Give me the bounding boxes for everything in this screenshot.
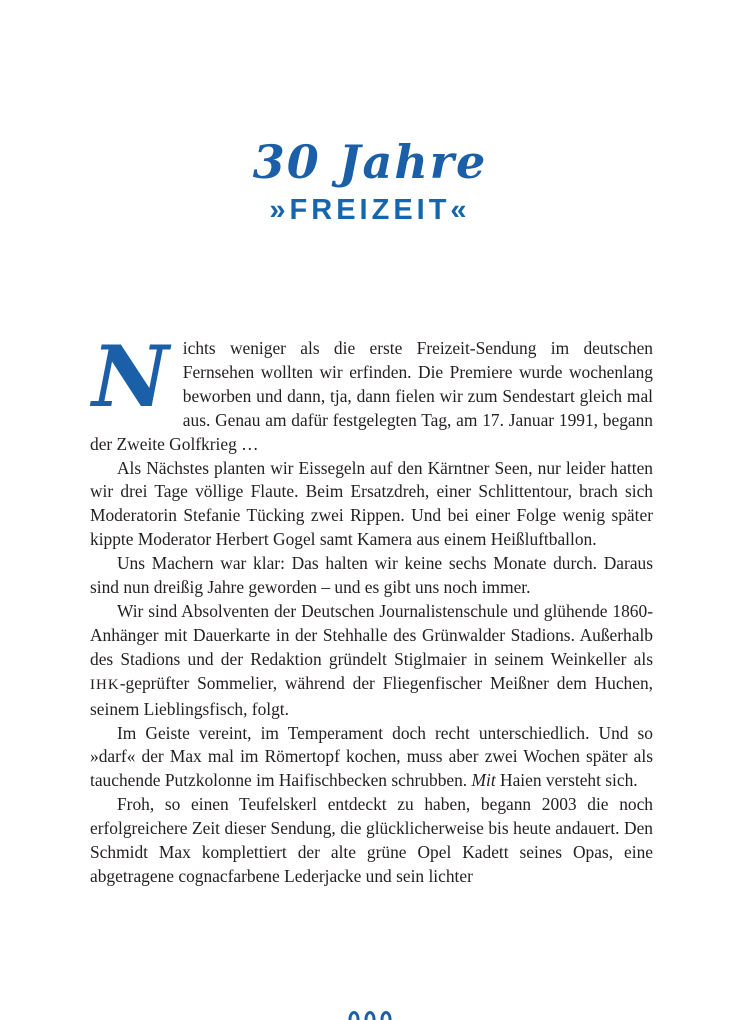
- text-segment: Wir sind Absolventen der Deutschen Journalistenschule und glühende 1860-Anhänger mit Dauerkarte in der Stehhalle des Grünwalder Stadions. Außerhalb des Stadions und der Redaktion gründelt Stiglmaier in seinem Weinkeller als: [90, 600, 653, 669]
- paragraph: [90, 457, 653, 553]
- cut-off-blue-mark: [349, 1011, 392, 1020]
- cut-off-glyph: [381, 1011, 392, 1020]
- text-segment: Im Geiste vereint, im Temperament doch recht unterschiedlich. Und so »darf« der Max mal im Römertopf kochen, muss aber zwei Wochen später als tauchende Putzkolonne im Haifischbecken schrubben.: [90, 722, 653, 791]
- body-text: [90, 327, 653, 889]
- text-segment: ichts weniger als die erste Freizeit-Sendung im deutschen Fernsehen wollten wir erfinden. Die Premiere wurde wochenlang beworben und dann, tja, dann fielen wir zum Sendestart gleich mal aus. Genau am dafür festgelegten Tag, am 17. Januar 1991, begann der Zweite Golfkrieg …: [90, 338, 653, 454]
- text-segment: Haien versteht sich.: [495, 770, 638, 791]
- paragraph: [90, 327, 653, 457]
- paragraph: [90, 552, 653, 600]
- text-segment: -geprüfter Sommelier, während der Fliegenfischer Meißner dem Huchen, seinem Lieblingsfisch, folgt.: [90, 672, 653, 719]
- text-segment: Froh, so einen Teufelskerl entdeckt zu haben, begann 2003 die noch erfolgreichere Zeit dieser Sendung, die glücklicherweise bis heute andauert. Den Schmidt Max komplettiert der alte grüne Opel Kadett seines Opas, eine abgetragene cognacfarbene Lederjacke und sein lichter: [90, 794, 653, 886]
- drop-cap: N: [92, 327, 169, 426]
- paragraph: [90, 600, 653, 722]
- text-segment: IHK: [90, 676, 120, 693]
- cut-off-glyph: [349, 1011, 360, 1020]
- paragraph: [90, 793, 653, 889]
- paragraph: [90, 722, 653, 794]
- cut-off-glyph: [365, 1011, 376, 1020]
- text-segment: Als Nächstes planten wir Eissegeln auf den Kärntner Seen, nur leider hatten wir drei Tage völlige Flaute. Beim Ersatzdreh, einer Schlittentour, brach sich Moderatorin Stefanie Tücking zwei Rippen. Und bei einer Folge wenig später kippte Moderator Herbert Gogel samt Kamera aus einem Heißluftballon.: [90, 457, 653, 550]
- chapter-title-block: [0, 136, 740, 226]
- text-segment: Mit: [471, 770, 496, 791]
- chapter-title-caps: »FREIZEIT«: [269, 194, 471, 226]
- chapter-title-script: 30 Jahre: [252, 135, 488, 189]
- text-segment: Uns Machern war klar: Das halten wir keine sechs Monate durch. Daraus sind nun dreißig Jahre geworden – und es gibt uns noch immer.: [90, 553, 653, 598]
